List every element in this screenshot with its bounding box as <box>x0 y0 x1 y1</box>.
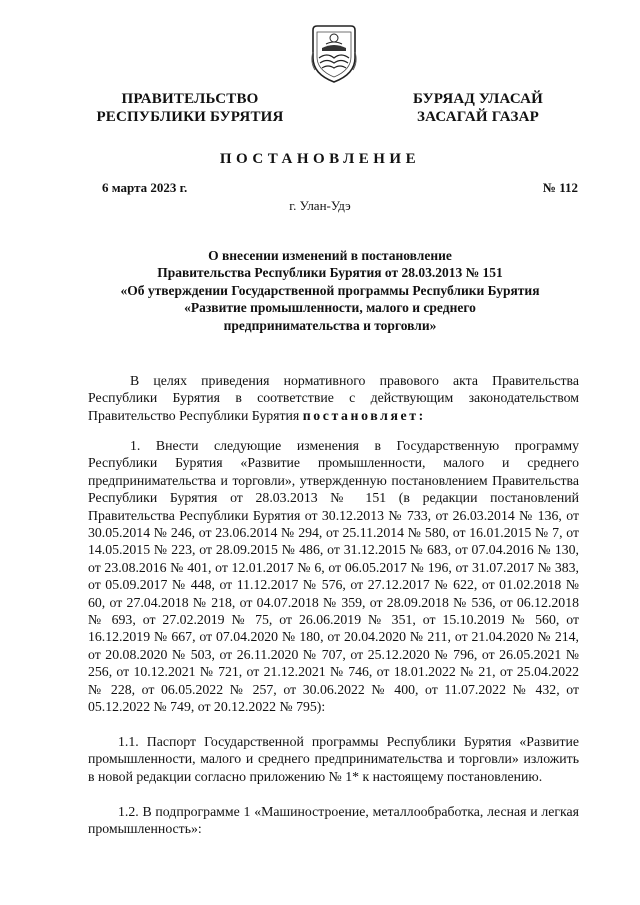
gov-ru-line2: РЕСПУБЛИКИ БУРЯТИЯ <box>96 109 284 125</box>
paragraph-1-1: 1.1. Паспорт Государственной программы Республики Бурятия «Развитие промышленности, малого и среднего предпринимательства и торговли» изложить в новой редакции согласно приложению № 1* к настоящему постановлению. <box>88 734 579 784</box>
gov-bur-line2: ЗАСАГАЙ ГАЗАР <box>417 109 539 125</box>
document-subject <box>80 247 580 334</box>
subject-line: предпринимательства и торговли» <box>223 317 437 333</box>
subject-line: Правительства Республики Бурятия от 28.03.2013 № 151 <box>157 265 503 281</box>
coat-of-arms-emblem <box>309 22 359 84</box>
paragraph-1-2: 1.2. В подпрограмме 1 «Машиностроение, металлообработка, лесная и легкая промышленность»: <box>88 804 579 837</box>
subject-line: «Об утверждении Государственной программы Республики Бурятия <box>120 282 540 298</box>
subject-line: О внесении изменений в постановление <box>208 248 452 263</box>
gov-bur-line1: БУРЯАД УЛАСАЙ <box>412 91 544 107</box>
preamble-text: В целях приведения нормативного правового акта Правительства Республики Бурятия в соответствие с действующим законодательством Правительство Республики Бурятия <box>88 373 579 423</box>
document-date: 6 марта 2023 г. <box>102 180 188 195</box>
government-name-buryat <box>378 90 578 126</box>
subject-line: «Развитие промышленности, малого и среднего <box>184 300 476 316</box>
gov-ru-line1: ПРАВИТЕЛЬСТВО <box>121 91 259 107</box>
document-number: № 112 <box>542 180 578 195</box>
preamble-paragraph <box>88 372 579 424</box>
document-city: г. Улан-Удэ <box>289 198 351 213</box>
paragraph-1: 1. Внести следующие изменения в Государственную программу Республики Бурятия «Развитие промышленности, малого и среднего предпринимательства и торговли», утвержденную постановлением Правительства Республики Бурятия от 28.03.2013 № 151 (в редакции постановлений Правительства Республики Бурятия от 30.12.2013 № 733, от 26.03.2014 № 136, от 30.05.2014 № 246, от 23.06.2014 № 294, от 25.11.2014 № 580, от 16.01.2015 № 7, от 14.05.2015 № 223, от 28.09.2015 № 486, от 31.12.2015 № 683, от 07.04.2016 № 130, от 23.08.2016 № 401, от 12.01.2017 № 6, от 06.05.2017 № 196, от 31.07.2017 № 383, от 05.09.2017 № 448, от 11.12.2017 № 576, от 27.12.2017 № 622, от 01.02.2018 № 60, от 27.04.2018 № 218, от 04.07.2018 № 359, от 28.09.2018 № 536, от 06.12.2018 № 693, от 27.02.2019 № 75, от 26.06.2019 № 351, от 15.10.2019 № 560, от 16.12.2019 № 667, от 07.04.2020 № 180, от 20.04.2020 № 211, от 21.04.2020 № 214, от 20.08.2020 № 503, от 26.11.2020 № 707, от 25.12.2020 № 796, от 26.05.2021 № 256, от 10.12.2021 № 721, от 21.12.2021 № 746, от 18.01.2022 № 21, от 25.04.2022 № 228, от 06.05.2022 № 257, от 30.06.2022 № 400, от 11.07.2022 № 432, от 05.12.2022 № 749, от 20.12.2022 № 795): <box>88 438 579 715</box>
resolves-word: постановляет: <box>302 407 426 423</box>
document-type-title: ПОСТАНОВЛЕНИЕ <box>219 151 421 167</box>
government-name-russian <box>80 90 300 126</box>
